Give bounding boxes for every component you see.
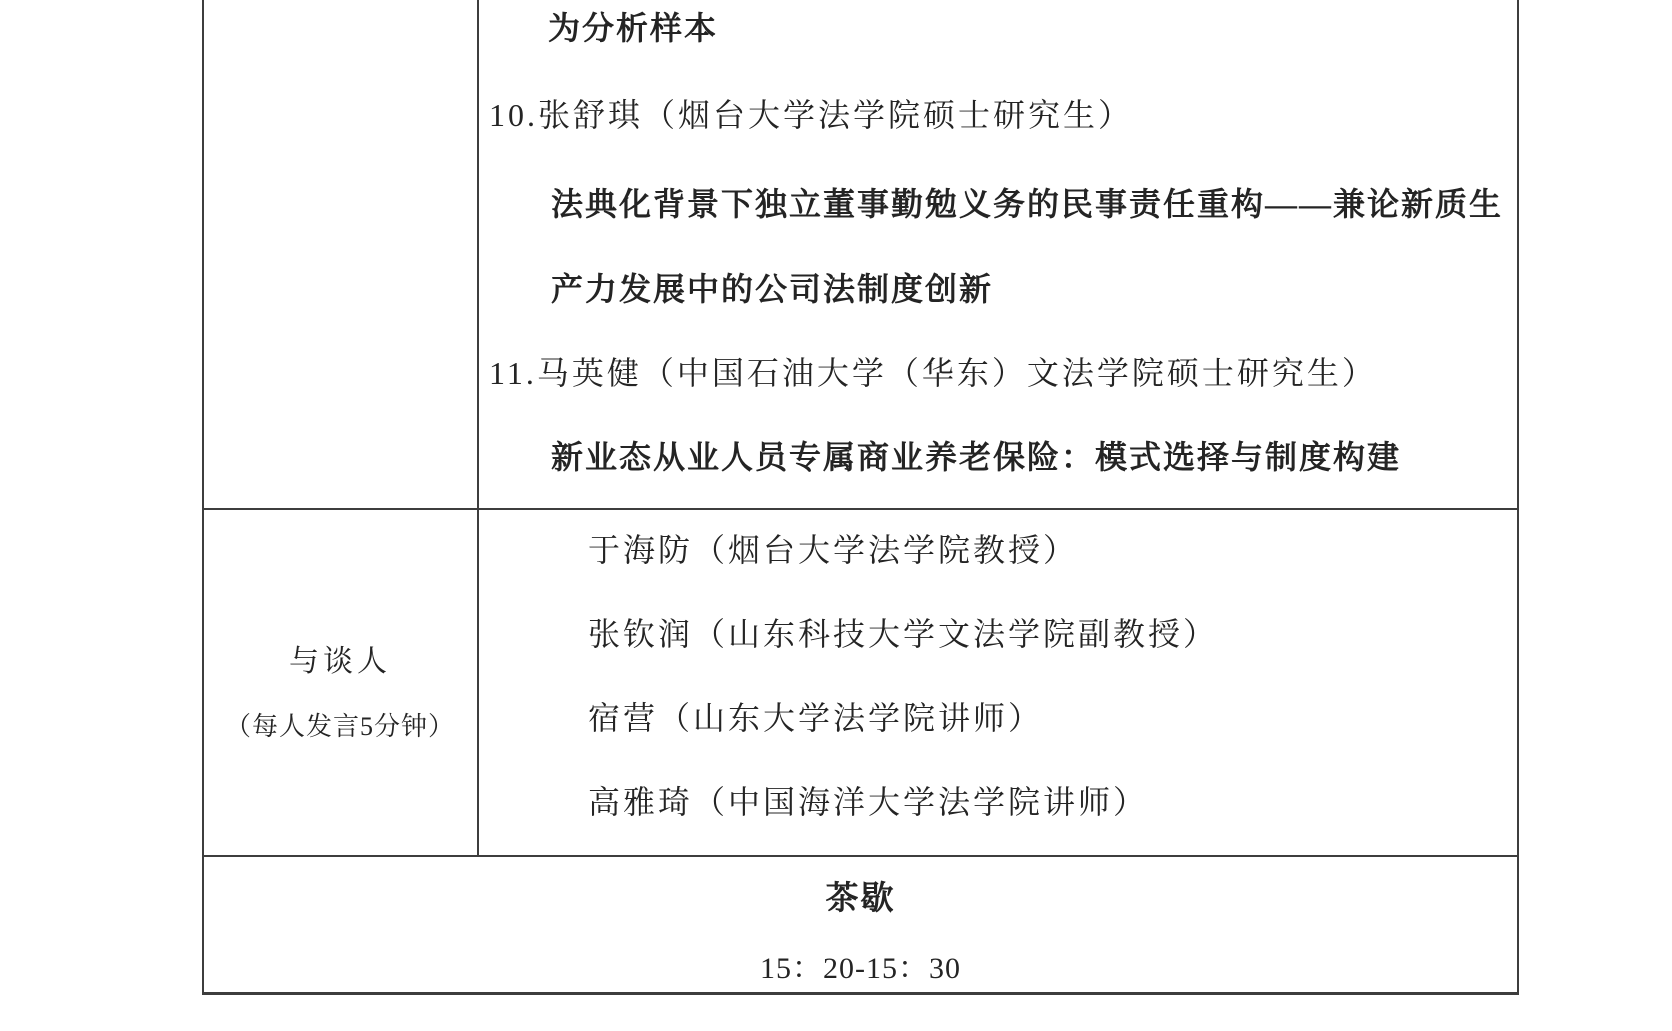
paper-title-line: 为分析样本: [548, 10, 719, 46]
discussant-note: （每人发言5分钟）: [224, 712, 455, 741]
break-title: 茶歇: [825, 881, 896, 917]
paper-title-line: 法典化背景下独立董事勤勉义务的民事责任重构——兼论新质生: [551, 186, 1504, 222]
discussant-name: 高雅琦（中国海洋大学法学院讲师）: [588, 784, 1149, 820]
speaker-item: 11.马英健（中国石油大学（华东）文法学院硕士研究生）: [489, 355, 1377, 391]
paper-title-line: 新业态从业人员专属商业养老保险：模式选择与制度构建: [551, 439, 1402, 475]
discussant-name: 于海防（烟台大学法学院教授）: [588, 532, 1079, 568]
paper-title-line: 产力发展中的公司法制度创新: [551, 271, 994, 307]
row-divider-middle: [202, 855, 1519, 857]
table-border-right: [1517, 0, 1519, 995]
discussant-name: 张钦润（山东科技大学文法学院副教授）: [588, 616, 1219, 652]
row-divider-top: [202, 508, 1519, 510]
column-divider: [477, 0, 479, 857]
table-border-left: [202, 0, 204, 995]
speaker-item: 10.张舒琪（烟台大学法学院硕士研究生）: [489, 97, 1134, 133]
discussant-role-label: 与谈人: [289, 645, 391, 678]
discussant-name: 宿营（山东大学法学院讲师）: [588, 700, 1044, 736]
table-border-bottom: [202, 992, 1519, 995]
break-time: 15：20-15：30: [760, 952, 961, 985]
